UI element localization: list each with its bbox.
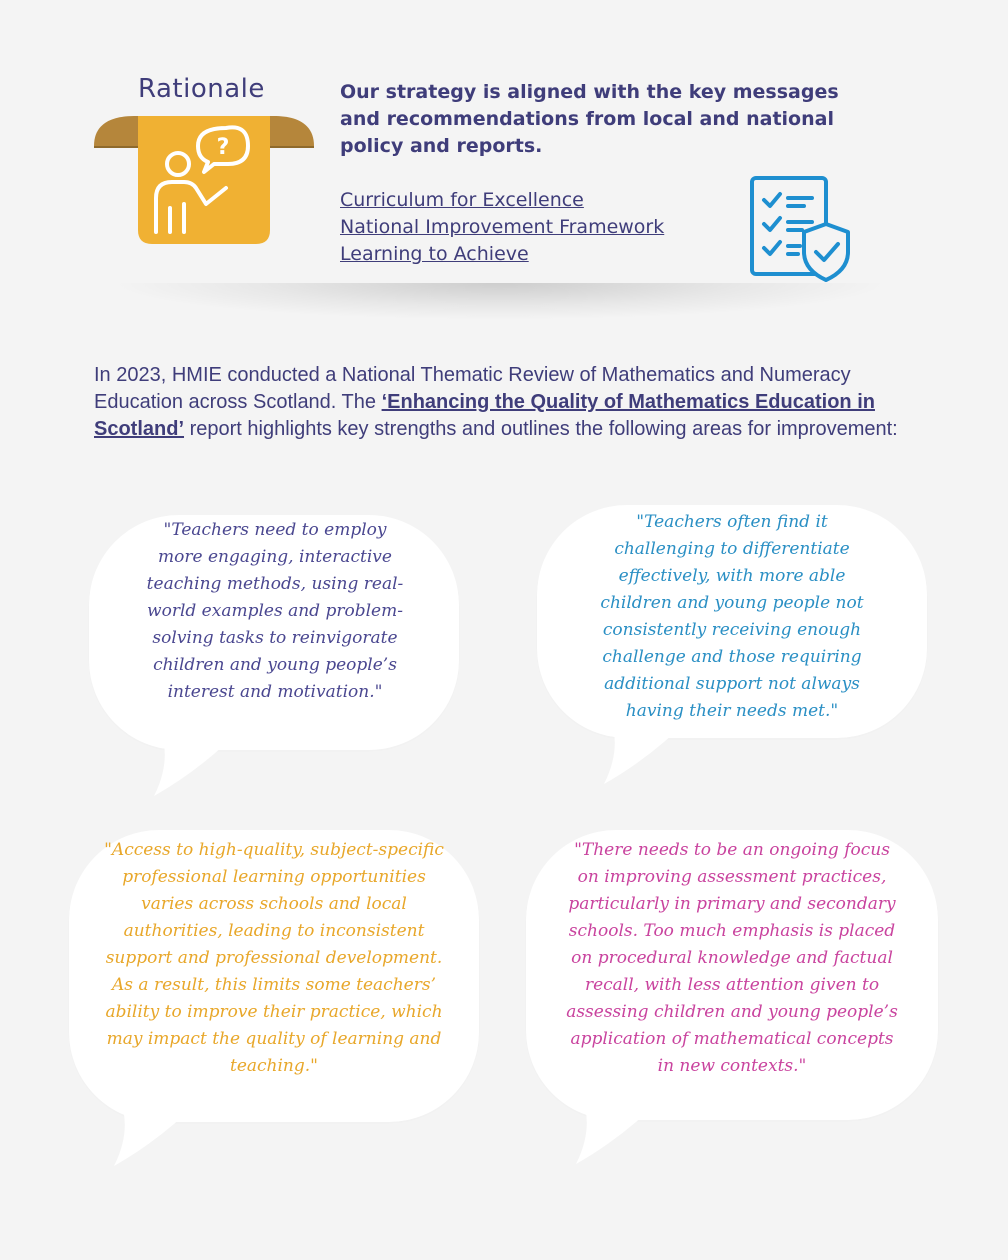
teacher-question-icon: [94, 112, 314, 252]
link-national-improvement-framework[interactable]: National Improvement Framework: [340, 216, 665, 238]
paragraph-text-start: In 2023, HMIE conducted a National Thematic Review of Mathematics and Numeracy Education across Scotland. The: [94, 364, 851, 413]
policy-links: [340, 187, 740, 268]
paragraph-text-end: report highlights key strengths and outlines the following areas for improvement:: [184, 418, 898, 440]
quote-differentiation: "Teachers often find it challenging to differentiate effectively, with more able children and young people not consistently receiving enough challenge and those requiring additional support not always having their needs met.": [600, 512, 864, 721]
link-curriculum-for-excellence[interactable]: Curriculum for Excellence: [340, 189, 584, 211]
speech-bubble-tail-1: [150, 730, 240, 800]
speech-bubble-tail-2: [600, 718, 690, 788]
quote-professional-learning: "Access to high-quality, subject-specific professional learning opportunities varies across schools and local authorities, leading to inconsistent support and professional development. As a result, this limits some teachers’ ability to improve their practice, which may impact the quality of learning and teaching.": [104, 840, 444, 1076]
speech-bubble-tail-3: [110, 1100, 200, 1170]
rationale-title: Rationale: [138, 74, 265, 104]
quote-assessment-practices: "There needs to be an ongoing focus on improving assessment practices, particularly in primary and secondary schools. Too much emphasis is placed on procedural knowledge and factual recall, with less attention given to assessing children and young people’s application of mathematical concepts in new contexts.": [566, 840, 898, 1076]
quote-engaging-teaching: "Teachers need to employ more engaging, interactive teaching methods, using real-world examples and problem-solving tasks to reinvigorate children and young people’s interest and motivation.": [146, 520, 404, 702]
intro-text: Our strategy is aligned with the key messages and recommendations from local and national policy and reports.: [340, 81, 839, 157]
checklist-shield-icon: [746, 172, 856, 286]
section-divider-shadow: [120, 283, 880, 319]
svg-text:?: ?: [216, 135, 230, 160]
link-learning-to-achieve[interactable]: Learning to Achieve: [340, 243, 529, 265]
report-link[interactable]: ‘Enhancing the Quality of Mathematics Education in Scotland’: [94, 391, 875, 440]
review-paragraph: [94, 362, 914, 443]
speech-bubble-tail-4: [572, 1098, 662, 1168]
